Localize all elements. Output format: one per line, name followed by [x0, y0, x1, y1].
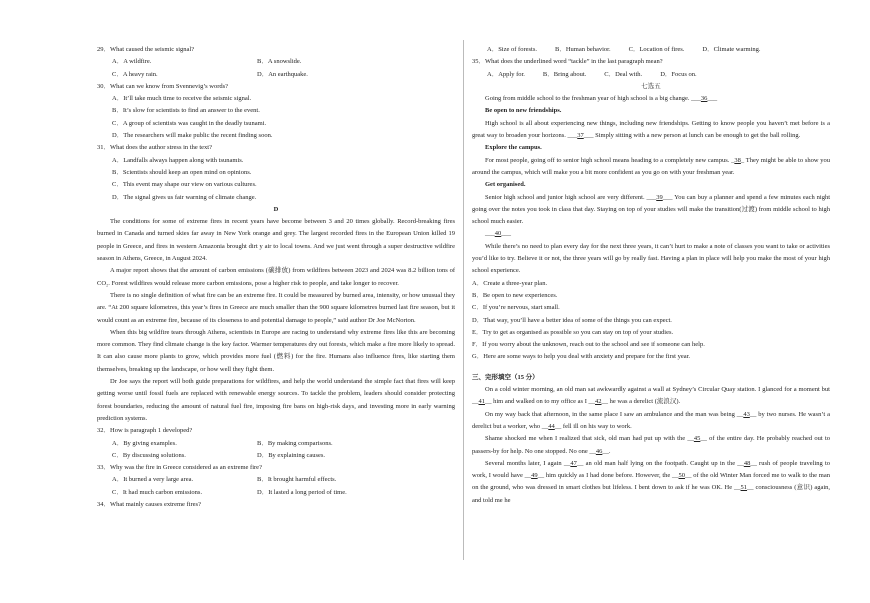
choice-c: C．If you’re nervous, start small. — [472, 304, 560, 312]
q34-option-b: B．Human behavior. — [555, 46, 611, 53]
blank-38[interactable]: 38 — [734, 156, 741, 164]
choice-f: F．If you worry about the unknown, reach out to the school and see if someone can help. — [472, 341, 705, 349]
blank-40[interactable]: 40 — [494, 230, 502, 238]
column-divider — [463, 40, 464, 560]
choice-b: B．Be open to new experiences. — [472, 291, 558, 299]
q33-option-d: D．It lasted a long period of time. — [257, 488, 347, 496]
passage-paragraph: ___40___ — [485, 230, 511, 238]
blank-41[interactable]: 41 — [478, 398, 485, 406]
blank-39[interactable]: 39 — [656, 193, 663, 201]
q31-option-b: B．Scientists should keep an open mind on opinions. — [112, 168, 252, 176]
blank-42[interactable]: 42 — [595, 398, 602, 406]
q33-options-row2 — [97, 487, 455, 499]
q33-option-c: C．It had much carbon emissions. — [112, 488, 203, 496]
passage-paragraph: When this big wildfire tears through Athens, scientists in Europe are racing to understand why extreme fires like this are becoming more common. They find climate change is the key factor. Warmer temperatures dry out forests, which make a fire more likely to spread. It can also cause more plants to grow, which provides more fuel (燃料) for the fire. Humans also influence fires, like starting them themselves, breaking up the landscape, or how well they fight them. — [97, 328, 455, 373]
q30-option-b: B．It’s slow for scientists to find an answer to the event. — [112, 107, 260, 115]
passage-paragraph: While there’s no need to plan every day for the next three years, it can’t hurt to make a note of classes you want to take or activities you’d like to try. Believe it or not, the three years will go by really fast. Having a plan in place will help you make the most of your high school experience. — [472, 242, 830, 275]
q35-option-d: D．Focus on. — [660, 70, 697, 78]
question-33: 33．Why was the fire in Greece considered as an extreme fire? — [97, 464, 262, 472]
choice-a: A．Create a three-year plan. — [472, 279, 548, 287]
left-column — [97, 44, 455, 511]
q34-option-a: A．Size of forests. — [487, 46, 538, 53]
q29-option-a: A．A wildfire. — [112, 58, 152, 66]
passage-paragraph: Going from middle school to the freshman year of high school is a big change. ___36___ — [485, 95, 718, 103]
q35-options — [487, 69, 830, 81]
blank-45[interactable]: 45 — [693, 435, 701, 443]
section-cloze-heading: 三、完形填空（15 分） — [472, 373, 539, 381]
q32-options-row1 — [97, 438, 455, 450]
subheading: Explore the campus. — [485, 144, 542, 152]
q32-option-c: C．By discussing solutions. — [112, 451, 186, 459]
q32-options-row2 — [97, 450, 455, 462]
q29-option-b: B．A snowslide. — [257, 58, 302, 66]
blank-47[interactable]: 47 — [570, 459, 577, 467]
q33-option-b: B．It brought harmful effects. — [257, 476, 337, 484]
q35-option-c: C．Deal with. — [604, 70, 643, 78]
question-34: 34．What mainly causes extreme fires? — [97, 500, 201, 508]
passage-paragraph: There is no single definition of what fire can be an extreme fire. It could be measured by burned area, intensity, or how unusual they are. “At 200 square kilometres, this year’s fires in Greece are much smaller than the 900 square kilometres burned last fire season, but it would count as an extreme fire, because of its closeness to and potential damage to people,” said author Dr Joe McNorton. — [97, 291, 455, 324]
choice-g: G．Here are some ways to help you deal with anxiety and prepare for the first year. — [472, 353, 691, 361]
choice-e: E．Try to get as organised as possible so you can stay on top of your studies. — [472, 328, 674, 336]
question-31: 31．What does the author stress in the text? — [97, 144, 212, 152]
q34-option-d: D．Climate warming. — [702, 46, 761, 53]
blank-43[interactable]: 43 — [743, 410, 750, 418]
blank-50[interactable]: 50 — [678, 472, 686, 480]
passage-paragraph: Several months later, I again __47__ an old man half lying on the footpath. Caught up in the __48__ rush of people traveling to work, I would have __49__ him quickly as I had done before. However, the __50__ of the old Winter Man forced me to walk to the man on the ground, who was dressed in smart clothes but lifeless. I bent down to ask if he was OK. He __51__ consciousness (意识) again, and told me he — [472, 459, 831, 504]
passage-d-label: D — [273, 205, 279, 213]
passage-paragraph: High school is all about experiencing new things, including new friendships. Getting to know people you haven’t met before is a great way to broaden your horizons. ___37___ Simply sitting with a new person at lunch can be enough to get the ball rolling. — [472, 119, 830, 140]
passage-paragraph: On my way back that afternoon, in the same place I saw an ambulance and the man was being __43__ by two nurses. He wasn’t a derelict but a worker, who __44__ fell ill on his way to work. — [472, 410, 830, 430]
question-30: 30．What can we know from Svennevig’s words? — [97, 82, 229, 90]
q32-option-a: A．By giving examples. — [112, 439, 177, 447]
blank-51[interactable]: 51 — [740, 484, 748, 492]
passage-paragraph: Dr Joe says the report will both guide preparations for wildfires, and help the world understand the simple fact that fires will keep getting worse until fossil fuels are replaced with renewable energy sources. To tackle the problem, leaders should consider protecting forest boundaries, reducing the amount of natural fuel fire, imposing fire bans on high-risk days, and investing more in early warning prediction systems. — [97, 378, 455, 422]
q29-option-c: C．A heavy rain. — [112, 70, 158, 78]
q29-options-row2 — [97, 69, 455, 81]
q33-options-row1 — [97, 474, 455, 486]
q32-option-b: B．By making comparisons. — [257, 439, 333, 447]
question-35: 35．What does the underlined word “tackle” in the last paragraph mean? — [472, 58, 663, 66]
q31-option-a: A．Landfalls always happen along with tsunamis. — [112, 156, 244, 164]
passage-paragraph: For most people, going off to senior high school means heading to a completely new campus. _38_ They might be able to show you around the campus, which will make you a bit more confident as you go on with your freshman year. — [472, 156, 831, 176]
q33-option-a: A．It burned a very large area. — [112, 476, 194, 484]
blank-49[interactable]: 49 — [531, 472, 538, 480]
q31-option-c: C．This event may shape our view on various cultures. — [112, 181, 257, 189]
q29-option-d: D．An earthquake. — [257, 70, 308, 78]
question-32: 32．How is paragraph 1 developed? — [97, 427, 193, 435]
q31-option-d: D．The signal gives us fair warning of climate change. — [112, 193, 257, 201]
passage-paragraph: A major report shows that the amount of carbon emissions (碳排放) from wildfires between 2023 and 2024 was 8.2 billion tons of CO₂. Forest wildfires would release more carbon emissions, pose a higher risk to people, and take longer to recover. — [97, 267, 455, 287]
q30-option-a: A．It’ll take much time to receive the seismic signal. — [112, 95, 252, 103]
right-column — [472, 44, 830, 507]
choice-d: D．That way, you’ll have a better idea of some of the things you can expect. — [472, 316, 672, 324]
blank-36[interactable]: 36 — [700, 95, 708, 103]
q34-options — [487, 44, 830, 56]
blank-37[interactable]: 37 — [577, 132, 584, 140]
passage-paragraph: On a cold winter morning, an old man sat awkwardly against a wall at Sydney’s Circular Quay station. I glanced for a moment but __41__ him and walked on to my office as I __42__ he was a derelict (流浪汉). — [472, 386, 830, 406]
question-29: 29．What caused the seismic signal? — [97, 46, 195, 53]
q30-option-d: D．The researchers will make public the recent finding soon. — [112, 132, 273, 140]
passage-paragraph: Senior high school and junior high school are very different. ___39___ You can buy a planner and spend a few minutes each night going over the notes you took in class that day. Staying on top of your studies will make the transition(过渡) from middle school to high school much easier. — [472, 193, 831, 226]
section-seven-choose-five: 七选五 — [641, 82, 661, 90]
blank-46[interactable]: 46 — [595, 447, 603, 455]
subheading: Be open to new friendships. — [485, 107, 562, 115]
blank-44[interactable]: 44 — [548, 422, 555, 430]
q30-option-c: C．A group of scientists was caught in the deadly tsunami. — [112, 119, 267, 127]
blank-48[interactable]: 48 — [743, 459, 751, 467]
subheading: Get organised. — [485, 181, 526, 189]
passage-paragraph: Shame shocked me when I realized that sick, old man had put up with the __45__ of the entire day. He probably reached out to passers-by for help. No one stopped. No one __46__. — [472, 435, 831, 455]
q34-option-c: C．Location of fires. — [628, 46, 685, 53]
q35-option-a: A．Apply for. — [487, 70, 525, 78]
q35-option-b: B．Bring about. — [542, 70, 587, 78]
q29-options-row1 — [97, 56, 455, 68]
passage-paragraph: The conditions for some of extreme fires in recent years have become between 3 and 20 times globally. Record-breaking fires burned in Canada and turned skies far away in New York orange and grey. The largest recorded fires in the European Union killed 19 people in Greece, and fires in western Amazonia brought dirt y air to local towns. And we just went through a super destructive wildfire season in Athens, Greece, in August 2024. — [97, 218, 455, 263]
q32-option-d: D．By explaining causes. — [257, 451, 326, 459]
